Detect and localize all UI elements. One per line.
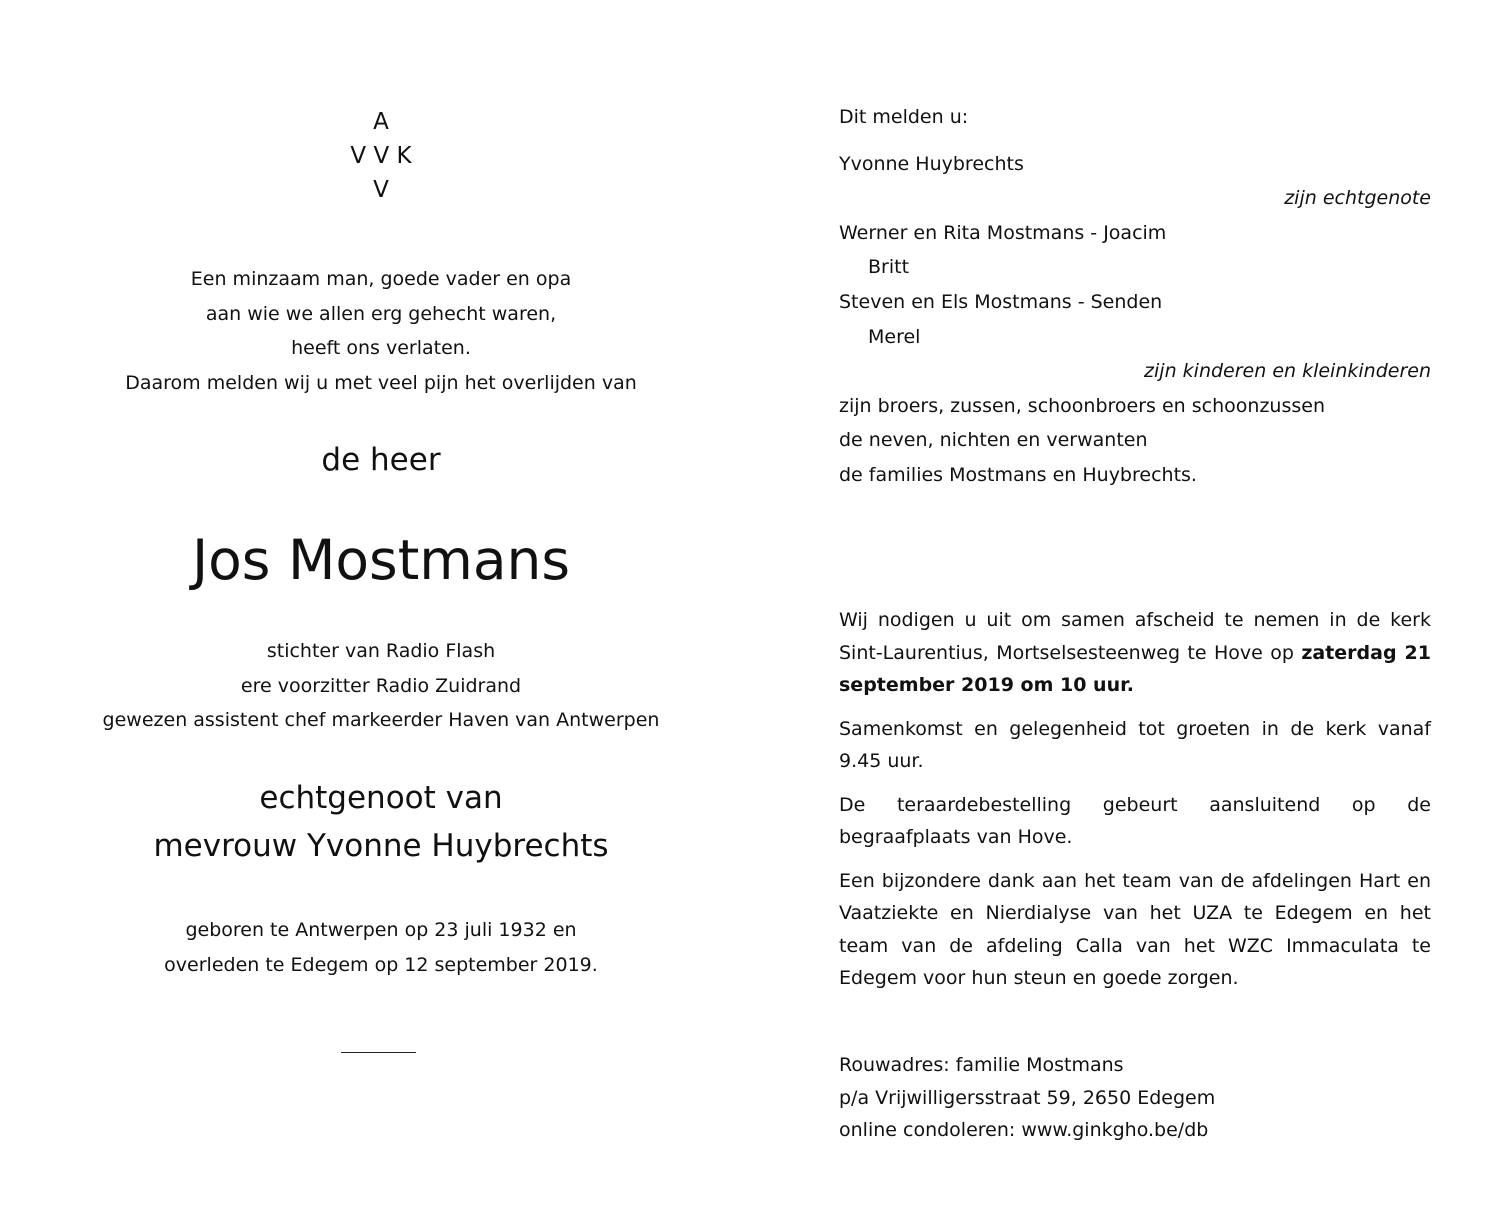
contact-line: Rouwadres: familie Mostmans: [839, 1054, 1124, 1076]
date-line: geboren te Antwerpen op 23 juli 1932 en: [185, 919, 577, 941]
intro-line: Een minzaam man, goede vader en opa: [190, 268, 572, 290]
family-line: Merel: [868, 325, 921, 348]
invitation-datetime: zaterdag 21 september 2019 om 10 uur.: [839, 641, 1431, 696]
honorific: de heer: [321, 442, 441, 478]
invitation-text: Wij nodigen u uit om samen afscheid te nemen in de kerk Sint-Laurentius, Mortselsesteenweg te Hove op: [839, 609, 1431, 664]
service-details: [839, 604, 1431, 1006]
divider-line: [341, 1052, 416, 1053]
intro-line: heeft ons verlaten.: [291, 337, 471, 360]
family-relation: zijn kinderen en kleinkinderen: [1144, 360, 1431, 383]
deceased-name: Jos Mostmans: [191, 528, 571, 592]
family-line: Werner en Rita Mostmans - Joacim: [839, 221, 1167, 244]
role-line: stichter van Radio Flash: [266, 640, 496, 662]
role-line: ere voorzitter Radio Zuidrand: [240, 674, 522, 697]
family-line: zijn broers, zussen, schoonbroers en schoonzussen: [839, 394, 1325, 417]
spouse-line: mevrouw Yvonne Huybrechts: [153, 828, 609, 864]
cross-bottom: V: [373, 177, 389, 203]
christian-cross-monogram: [80, 105, 682, 207]
family-line: Britt: [868, 256, 910, 279]
contact-info: [839, 1049, 1431, 1147]
family-line: de neven, nichten en verwanten: [839, 429, 1148, 452]
intro-line: aan wie we allen erg gehecht waren,: [205, 302, 557, 325]
family-announcement: [839, 100, 1431, 493]
spouse-statement: [80, 774, 682, 870]
contact-line: p/a Vrijwilligersstraat 59, 2650 Edegem: [839, 1086, 1216, 1109]
invitation-paragraph: [839, 604, 1431, 702]
thanks-paragraph: Een bijzondere dank aan het team van de afdelingen Hart en Vaatziekte en Nierdialyse van het UZA te Edegem en het team van de afdeling Calla van het WZC Immaculata te Edegem voor hun steun en goede zorgen.: [839, 869, 1431, 989]
announce-heading: Dit melden u:: [839, 106, 969, 128]
family-line: de families Mostmans en Huybrechts.: [839, 463, 1197, 486]
gathering-paragraph: Samenkomst en gelegenheid tot groeten in de kerk vanaf 9.45 uur.: [839, 717, 1431, 772]
condolence-link[interactable]: online condoleren: www.ginkgho.be/db: [839, 1119, 1209, 1141]
roles-list: [80, 634, 682, 738]
cross-middle: V V K: [350, 143, 412, 169]
family-relation: zijn echtgenote: [1284, 187, 1431, 210]
cross-top: A: [373, 109, 389, 135]
spouse-line: echtgenoot van: [259, 780, 503, 816]
family-line: Steven en Els Mostmans - Senden: [839, 290, 1163, 313]
burial-paragraph: De teraardebestelling gebeurt aansluitend op de begraafplaats van Hove.: [839, 793, 1431, 848]
intro-line: Daarom melden wij u met veel pijn het overlijden van: [125, 371, 637, 394]
family-line: Yvonne Huybrechts: [839, 152, 1024, 175]
intro-text: [80, 262, 682, 400]
date-line: overleden te Edegem op 12 september 2019.: [164, 954, 598, 976]
life-dates: [80, 913, 682, 983]
role-line: gewezen assistent chef markeerder Haven van Antwerpen: [102, 709, 660, 732]
